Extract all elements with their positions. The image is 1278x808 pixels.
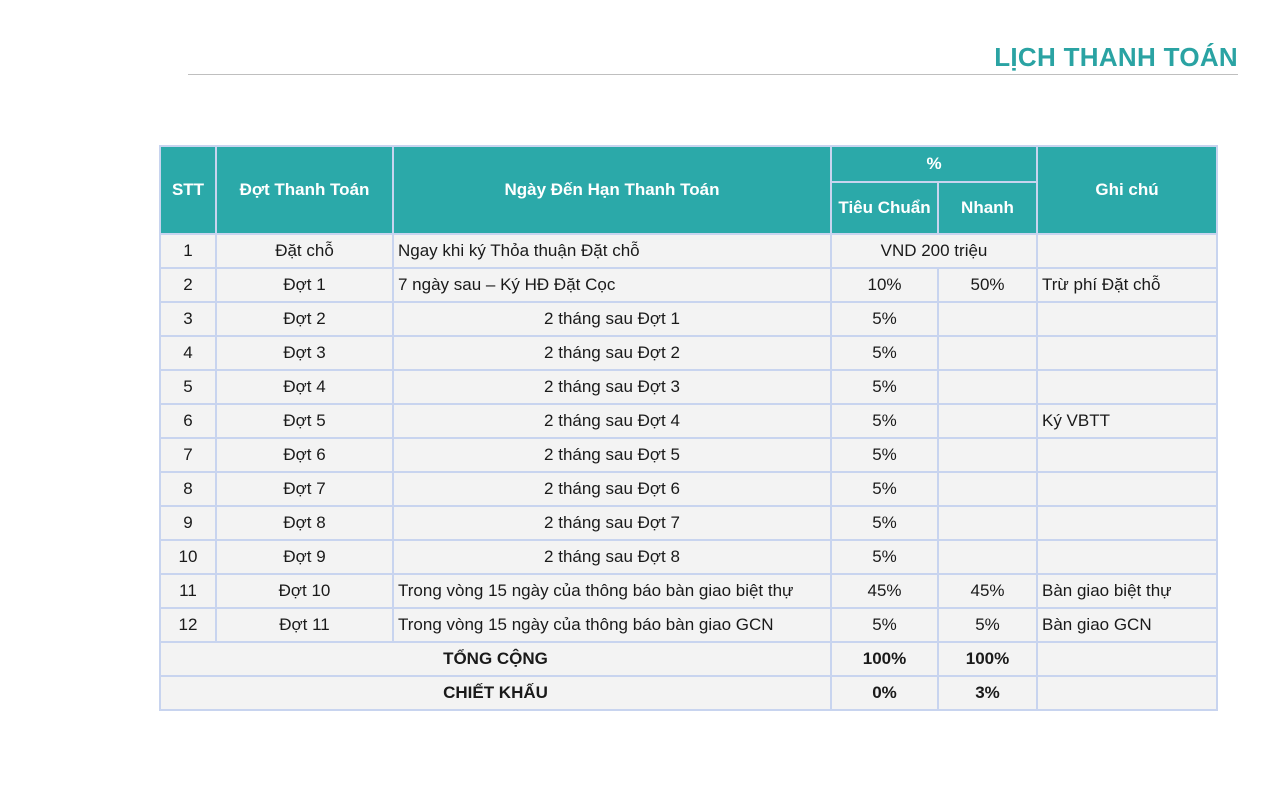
table-row bbox=[160, 336, 1217, 370]
cell-booking-amount: VND 200 triệu bbox=[831, 234, 1037, 268]
header-payment-phase: Đợt Thanh Toán bbox=[216, 146, 393, 234]
table-row bbox=[160, 540, 1217, 574]
cell-due-date: 2 tháng sau Đợt 2 bbox=[393, 336, 831, 370]
cell-phase: Đợt 8 bbox=[216, 506, 393, 540]
table-row-total bbox=[160, 642, 1217, 676]
table-row bbox=[160, 608, 1217, 642]
cell-stt: 5 bbox=[160, 370, 216, 404]
cell-due-date: 2 tháng sau Đợt 5 bbox=[393, 438, 831, 472]
title-divider bbox=[188, 74, 1238, 75]
total-note bbox=[1037, 642, 1217, 676]
cell-stt: 4 bbox=[160, 336, 216, 370]
cell-standard: 5% bbox=[831, 302, 938, 336]
cell-phase: Đợt 9 bbox=[216, 540, 393, 574]
cell-phase: Đặt chỗ bbox=[216, 234, 393, 268]
cell-due-date: 7 ngày sau – Ký HĐ Đặt Cọc bbox=[393, 268, 831, 302]
cell-note bbox=[1037, 370, 1217, 404]
cell-note bbox=[1037, 506, 1217, 540]
cell-phase: Đợt 1 bbox=[216, 268, 393, 302]
table-row bbox=[160, 438, 1217, 472]
cell-standard: 5% bbox=[831, 370, 938, 404]
discount-standard: 0% bbox=[831, 676, 938, 710]
cell-phase: Đợt 4 bbox=[216, 370, 393, 404]
cell-fast bbox=[938, 336, 1037, 370]
header-fast: Nhanh bbox=[938, 182, 1037, 234]
cell-note bbox=[1037, 336, 1217, 370]
cell-standard: 10% bbox=[831, 268, 938, 302]
cell-stt: 6 bbox=[160, 404, 216, 438]
cell-due-date: Trong vòng 15 ngày của thông báo bàn giao GCN bbox=[393, 608, 831, 642]
cell-phase: Đợt 10 bbox=[216, 574, 393, 608]
header-percent: % bbox=[831, 146, 1037, 182]
cell-due-date: Trong vòng 15 ngày của thông báo bàn giao biệt thự bbox=[393, 574, 831, 608]
table-row bbox=[160, 404, 1217, 438]
cell-phase: Đợt 2 bbox=[216, 302, 393, 336]
cell-standard: 5% bbox=[831, 472, 938, 506]
cell-fast: 45% bbox=[938, 574, 1037, 608]
cell-note bbox=[1037, 234, 1217, 268]
page-title: LỊCH THANH TOÁN bbox=[994, 42, 1238, 72]
cell-note: Ký VBTT bbox=[1037, 404, 1217, 438]
cell-fast bbox=[938, 438, 1037, 472]
table-row-booking bbox=[160, 234, 1217, 268]
cell-standard: 5% bbox=[831, 438, 938, 472]
cell-note bbox=[1037, 438, 1217, 472]
total-fast: 100% bbox=[938, 642, 1037, 676]
total-standard: 100% bbox=[831, 642, 938, 676]
table-row bbox=[160, 268, 1217, 302]
cell-stt: 11 bbox=[160, 574, 216, 608]
table-row-discount bbox=[160, 676, 1217, 710]
cell-phase: Đợt 11 bbox=[216, 608, 393, 642]
cell-stt: 10 bbox=[160, 540, 216, 574]
cell-phase: Đợt 7 bbox=[216, 472, 393, 506]
cell-stt: 8 bbox=[160, 472, 216, 506]
cell-fast bbox=[938, 404, 1037, 438]
cell-fast: 50% bbox=[938, 268, 1037, 302]
cell-standard: 5% bbox=[831, 608, 938, 642]
cell-note bbox=[1037, 302, 1217, 336]
cell-phase: Đợt 5 bbox=[216, 404, 393, 438]
cell-fast: 5% bbox=[938, 608, 1037, 642]
cell-due-date: 2 tháng sau Đợt 4 bbox=[393, 404, 831, 438]
cell-due-date: 2 tháng sau Đợt 3 bbox=[393, 370, 831, 404]
table-row bbox=[160, 302, 1217, 336]
table-row bbox=[160, 370, 1217, 404]
total-label: TỔNG CỘNG bbox=[160, 642, 831, 676]
cell-due-date: Ngay khi ký Thỏa thuận Đặt chỗ bbox=[393, 234, 831, 268]
header-due-date: Ngày Đến Hạn Thanh Toán bbox=[393, 146, 831, 234]
cell-standard: 5% bbox=[831, 404, 938, 438]
cell-due-date: 2 tháng sau Đợt 7 bbox=[393, 506, 831, 540]
payment-schedule-table bbox=[159, 145, 1218, 711]
table-header bbox=[160, 146, 1217, 234]
cell-note: Trừ phí Đặt chỗ bbox=[1037, 268, 1217, 302]
header-note: Ghi chú bbox=[1037, 146, 1217, 234]
cell-phase: Đợt 3 bbox=[216, 336, 393, 370]
cell-standard: 5% bbox=[831, 506, 938, 540]
cell-note bbox=[1037, 472, 1217, 506]
discount-fast: 3% bbox=[938, 676, 1037, 710]
discount-label: CHIẾT KHẤU bbox=[160, 676, 831, 710]
cell-due-date: 2 tháng sau Đợt 8 bbox=[393, 540, 831, 574]
cell-fast bbox=[938, 370, 1037, 404]
cell-stt: 1 bbox=[160, 234, 216, 268]
table-row bbox=[160, 506, 1217, 540]
cell-stt: 12 bbox=[160, 608, 216, 642]
cell-note bbox=[1037, 540, 1217, 574]
cell-standard: 5% bbox=[831, 336, 938, 370]
header-standard: Tiêu Chuẩn bbox=[831, 182, 938, 234]
cell-fast bbox=[938, 302, 1037, 336]
cell-standard: 45% bbox=[831, 574, 938, 608]
header-stt: STT bbox=[160, 146, 216, 234]
cell-note: Bàn giao biệt thự bbox=[1037, 574, 1217, 608]
cell-due-date: 2 tháng sau Đợt 6 bbox=[393, 472, 831, 506]
header-row-top bbox=[160, 146, 1217, 182]
cell-due-date: 2 tháng sau Đợt 1 bbox=[393, 302, 831, 336]
cell-standard: 5% bbox=[831, 540, 938, 574]
cell-fast bbox=[938, 540, 1037, 574]
cell-fast bbox=[938, 506, 1037, 540]
table-body bbox=[160, 234, 1217, 710]
table-row bbox=[160, 472, 1217, 506]
table-row bbox=[160, 574, 1217, 608]
discount-note bbox=[1037, 676, 1217, 710]
cell-stt: 9 bbox=[160, 506, 216, 540]
cell-stt: 2 bbox=[160, 268, 216, 302]
cell-note: Bàn giao GCN bbox=[1037, 608, 1217, 642]
cell-phase: Đợt 6 bbox=[216, 438, 393, 472]
cell-stt: 7 bbox=[160, 438, 216, 472]
cell-fast bbox=[938, 472, 1037, 506]
cell-stt: 3 bbox=[160, 302, 216, 336]
